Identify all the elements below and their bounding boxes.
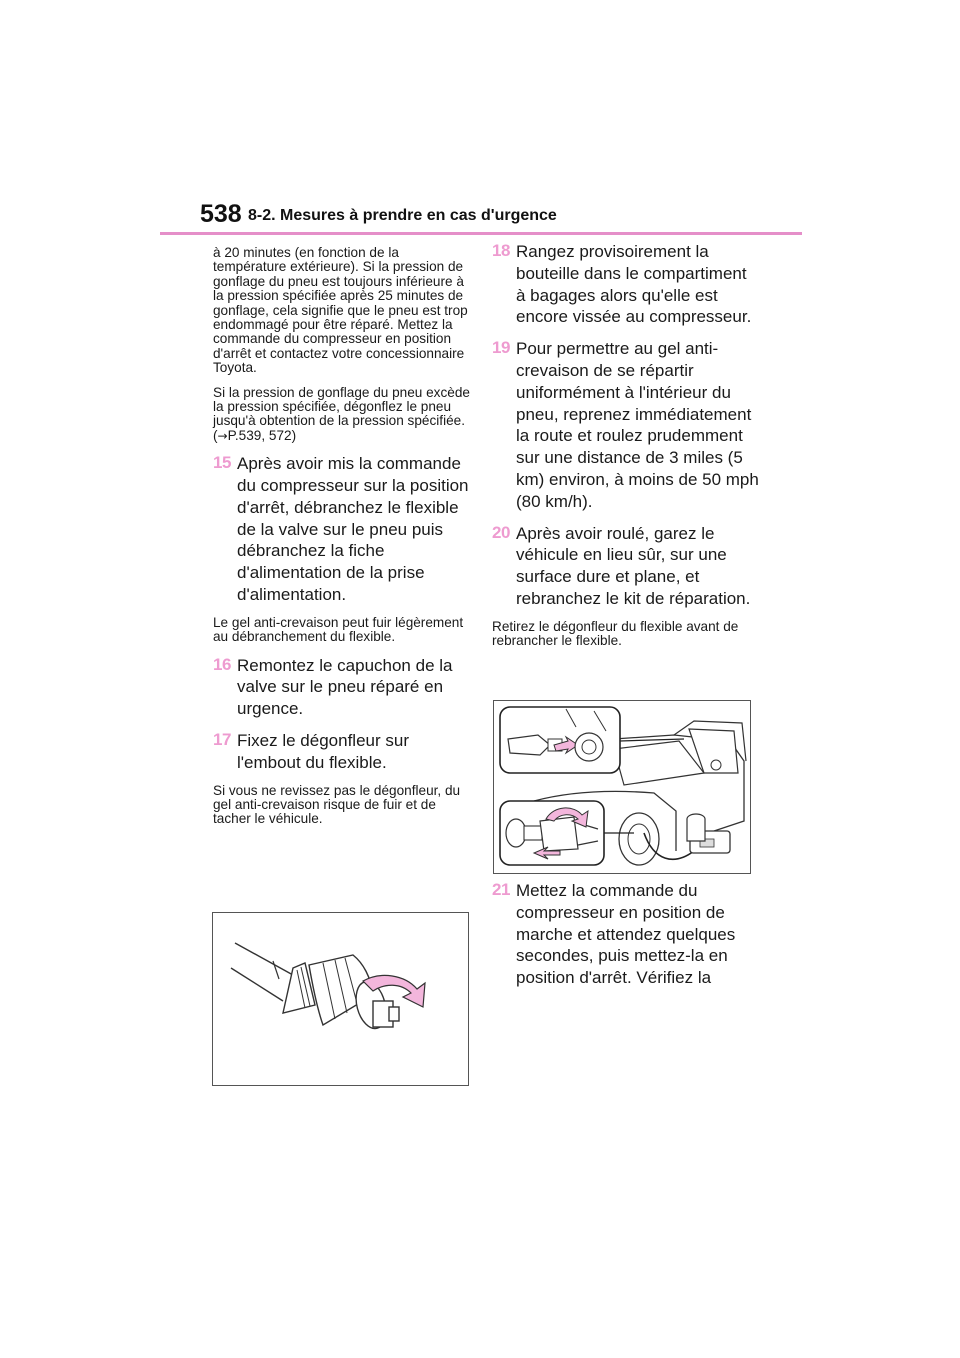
step-number: 15: [213, 453, 231, 473]
step-text: Après avoir mis la commande du compresseur sur la position d'arrêt, débranchez le flexible de la valve sur le pneu puis débranchez la fiche d'alimentation de la prise d'alimentation.: [237, 454, 469, 605]
step-20: [492, 523, 760, 610]
step-15: [213, 453, 475, 606]
note-overpressure-text: Si la pression de gonflage du pneu excède la pression spécifiée, dégonflez le pneu jusqu'à obtention de la pression spécifiée. (: [213, 384, 470, 443]
repair-kit-illustration: [493, 700, 751, 874]
page-number: 538: [200, 200, 242, 228]
step-number: 21: [492, 880, 510, 899]
note-remove-deflator: Retirez le dégonfleur du flexible avant de rebrancher le flexible.: [492, 618, 739, 649]
step-text: Fixez le dégonfleur sur l'embout du flexible.: [237, 731, 409, 772]
step-number: 17: [213, 730, 231, 750]
step-19: [492, 338, 760, 512]
step-text: Après avoir roulé, garez le véhicule en lieu sûr, sur une surface dure et plane, et rebranchez le kit de réparation.: [516, 523, 751, 608]
step-text: Remontez le capuchon de la valve sur le pneu réparé en urgence.: [237, 655, 453, 719]
step-17: [213, 730, 475, 774]
header-divider: [160, 232, 802, 235]
note-overpressure: [213, 386, 475, 444]
step-text: Pour permettre au gel anti-crevaison de se répartir uniformément à l'intérieur du pneu, reprenez immédiatement la route et roulez prudemment sur une distance de 3 miles (5 km) environ, à moins de 50 mph (80 km/h).: [516, 339, 759, 511]
step-number: 20: [492, 522, 510, 542]
step-18: [492, 241, 760, 328]
car-compressor-drawing: [494, 701, 750, 873]
note-gel-leak: Le gel anti-crevaison peut fuir légèrement au débranchement du flexible.: [213, 614, 464, 645]
right-column-lower: [492, 880, 760, 999]
section-title: 8-2. Mesures à prendre en cas d'urgence: [248, 207, 557, 224]
right-column: [492, 241, 760, 659]
step-number: 16: [213, 654, 231, 674]
step-21: [492, 880, 760, 989]
step-text: Rangez provisoirement la bouteille dans le compartiment à bagages alors qu'elle est encore vissée au compresseur.: [516, 242, 752, 327]
page-reference-link[interactable]: P.539, 572): [227, 427, 297, 443]
left-column: [213, 246, 475, 837]
step-number: 18: [492, 241, 510, 260]
deflator-illustration: [212, 912, 469, 1086]
step-number: 19: [492, 338, 510, 358]
step-16: [213, 655, 475, 720]
note-deflator: Si vous ne revissez pas le dégonfleur, du gel anti-crevaison risque de fuir et de tacher le véhicule.: [213, 782, 461, 827]
note-pressure-check: à 20 minutes (en fonction de la température extérieure). Si la pression de gonflage du pneu est toujours inférieure à la pression spécifiée après 25 minutes de gonflage, cela signifie que le pneu est trop endommagé pour être réparé. Mettez la commande du compresseur en position d'arrêt et contactez votre concessionnaire Toyota.: [213, 245, 468, 376]
arrow-right-icon: →: [217, 428, 228, 443]
step-text: Mettez la commande du compresseur en position de marche et attendez quelques secondes, puis mettez-la en position d'arrêt. Vérifiez la: [516, 881, 736, 988]
hose-deflator-drawing: [213, 913, 468, 1085]
